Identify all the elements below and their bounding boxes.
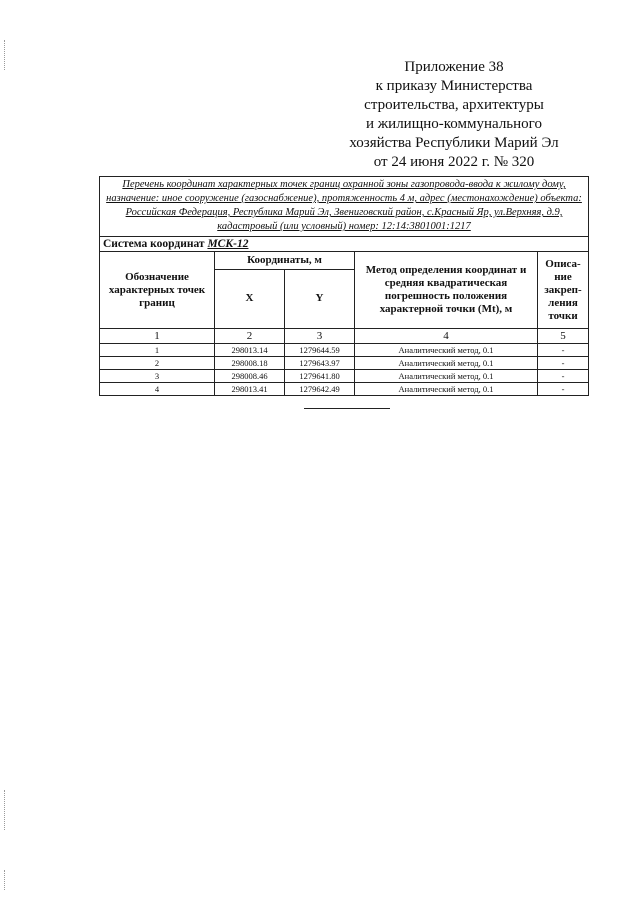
page-edge-mark-bottom — [4, 790, 6, 830]
method-cell: Аналитический метод, 0.1 — [355, 344, 538, 357]
x-cell: 298008.46 — [215, 370, 285, 383]
y-cell: 1279643.97 — [285, 357, 355, 370]
header-x: X — [215, 269, 285, 328]
coordinate-system — [100, 237, 589, 252]
table-row — [100, 357, 589, 370]
method-cell: Аналитический метод, 0.1 — [355, 383, 538, 396]
header-point: Обозначение характерных точек границ — [100, 252, 215, 329]
table-row — [100, 383, 589, 396]
column-numbers-row — [100, 329, 589, 344]
description-cell: - — [538, 383, 589, 396]
point-cell: 3 — [100, 370, 215, 383]
point-cell: 4 — [100, 383, 215, 396]
y-cell: 1279641.80 — [285, 370, 355, 383]
table-heading: Перечень координат характерных точек границ охранной зоны газопровода-ввода к жилому дому, назначение: иное сооружение (газоснабжение), протяженность 4 м, адрес (местонахождение) объекта: Российская Федерация, Республика Марий Эл, Звениговский район, с.Красный Яр, ул.Верхняя, д.9, кадастровый (или условный) номер: 12:14:3801001:1217 — [100, 177, 589, 237]
x-cell: 298013.41 — [215, 383, 285, 396]
coordinate-system-label: Система координат — [103, 238, 205, 250]
table-row — [100, 370, 589, 383]
appendix-header — [330, 58, 578, 172]
appendix-line: от 24 июня 2022 г. № 320 — [373, 154, 535, 170]
column-number: 3 — [285, 329, 355, 344]
column-number: 4 — [355, 329, 538, 344]
coordinate-system-name: МСК-12 — [207, 238, 249, 250]
appendix-line: хозяйства Республики Марий Эл — [349, 135, 559, 151]
header-y: Y — [285, 269, 355, 328]
closing-rule — [304, 408, 390, 409]
appendix-line: строительства, архитектуры — [364, 97, 544, 113]
page-edge-mark-corner — [4, 870, 6, 890]
column-number: 1 — [100, 329, 215, 344]
description-cell: - — [538, 370, 589, 383]
y-cell: 1279642.49 — [285, 383, 355, 396]
header-description: Описа-ние закреп-ления точки — [538, 252, 589, 329]
point-cell: 1 — [100, 344, 215, 357]
appendix-line: и жилищно-коммунального — [366, 116, 542, 132]
header-method: Метод определения координат и средняя квадратическая погрешность положения характерной точки (Mt), м — [355, 252, 538, 329]
column-number: 5 — [538, 329, 589, 344]
table-row — [100, 344, 589, 357]
header-row — [100, 252, 589, 270]
column-number: 2 — [215, 329, 285, 344]
coordinates-table — [99, 176, 589, 396]
x-cell: 298013.14 — [215, 344, 285, 357]
method-cell: Аналитический метод, 0.1 — [355, 357, 538, 370]
page-edge-mark-top — [4, 40, 6, 70]
header-coords: Координаты, м — [215, 252, 355, 270]
table-heading-row — [100, 177, 589, 237]
description-cell: - — [538, 344, 589, 357]
appendix-line: к приказу Министерства — [375, 78, 533, 94]
method-cell: Аналитический метод, 0.1 — [355, 370, 538, 383]
appendix-line: Приложение 38 — [404, 59, 504, 75]
x-cell: 298008.18 — [215, 357, 285, 370]
y-cell: 1279644.59 — [285, 344, 355, 357]
coordinate-system-row — [100, 237, 589, 252]
point-cell: 2 — [100, 357, 215, 370]
description-cell: - — [538, 357, 589, 370]
